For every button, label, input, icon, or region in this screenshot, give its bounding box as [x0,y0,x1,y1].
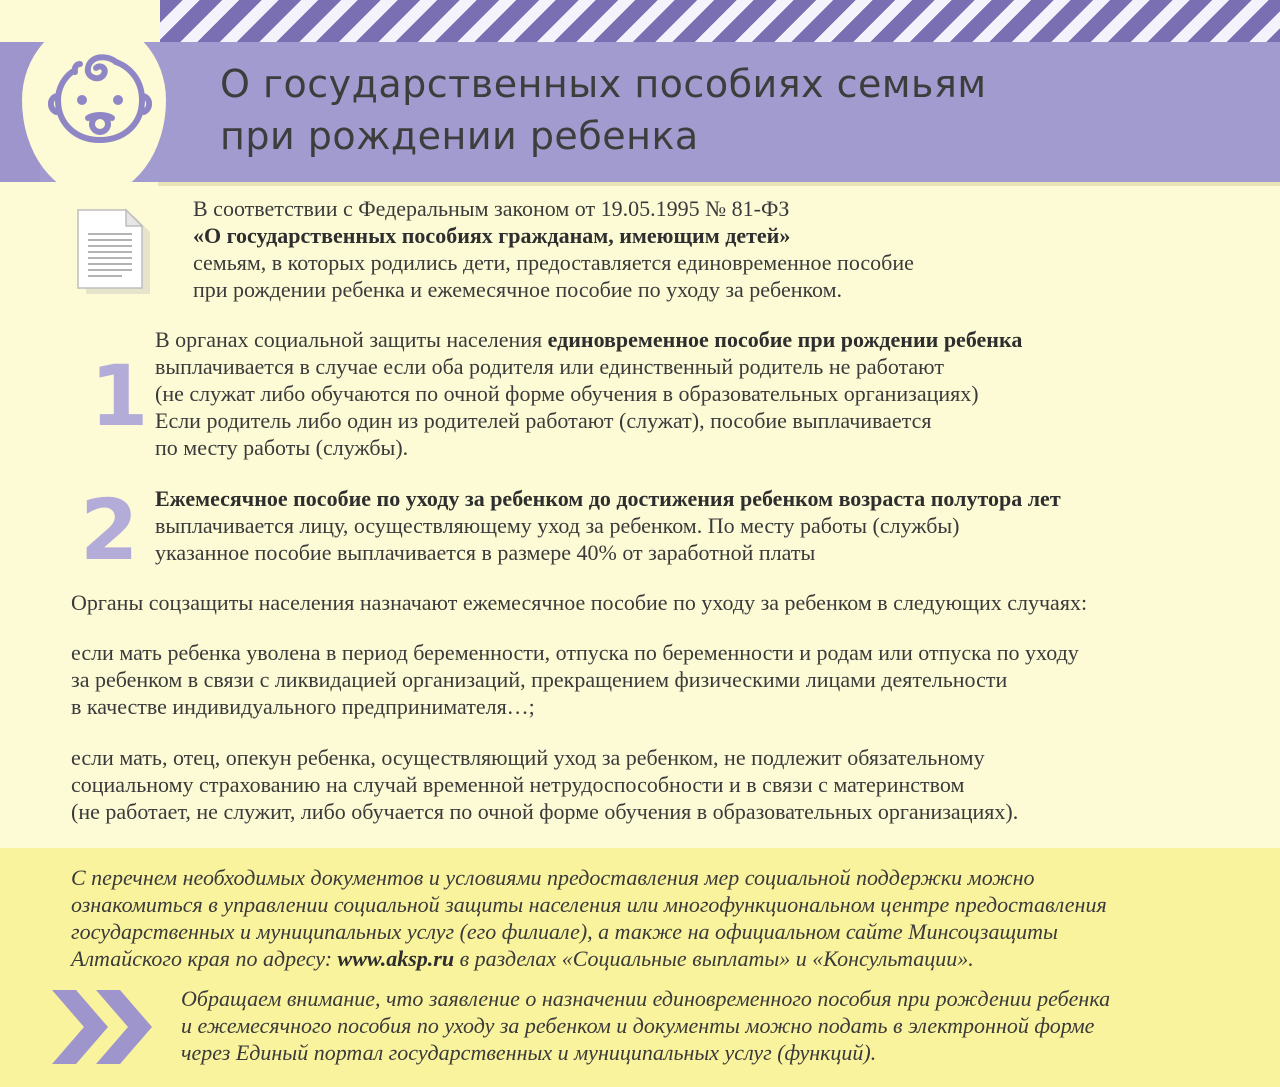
footer-info-line-4-start: Алтайского края по адресу: [71,946,338,971]
title-line-2: при рождении ребенка [220,114,699,158]
section-number-2: 2 [80,481,139,579]
footer-note-line-1: Обращаем внимание, что заявление о назначении единовременного пособия при рождении ребенка [181,986,1111,1011]
website-link[interactable]: www.aksp.ru [337,946,455,971]
footer-info-line-1: С перечнем необходимых документов и условиями предоставления мер социальной поддержки можно [71,865,1035,890]
footer-info-line-4-end: в разделах «Социальные выплаты» и «Консультации». [454,946,974,971]
case-1-line-2: за ребенком в связи с ликвидацией организаций, прекращением физическими лицами деятельности [71,667,1008,692]
case-1-line-1: если мать ребенка уволена в период беременности, отпуска по беременности и родам или отпуска по уходу [71,640,1079,665]
section-1-lead-bold: единовременное пособие при рождении ребенка [547,327,1023,352]
intro-law-title: «О государственных пособиях гражданам, имеющим детей» [193,223,791,248]
footer-info-line-2: ознакомиться в управлении социальной защиты населения или многофункциональном центре предоставления [71,892,1107,917]
section-1-line-2: выплачивается в случае если оба родителя или единственный родитель не работают [155,354,944,379]
section-number-1: 1 [90,347,149,445]
section-1-line-3: (не служат либо обучаются по очной форме обучения в образовательных организациях) [155,381,979,406]
intro-line-3: семьям, в которых родились дети, предоставляется единовременное пособие [193,250,914,275]
double-chevron-icon [52,990,160,1064]
case-1 [71,639,1079,720]
footer-info-line-3: государственных и муниципальных услуг (его филиале), а также на официальном сайте Минсоцзащиты [71,919,1058,944]
intro-text [193,195,914,303]
case-2-line-1: если мать, отец, опекун ребенка, осуществляющий уход за ребенком, не подлежит обязательному [71,745,985,770]
case-1-line-3: в качестве индивидуального предпринимателя…; [71,694,535,719]
header-underline [158,182,1280,186]
footer-note-line-2: и ежемесячного пособия по уходу за ребенком и документы можно подать в электронной форме [181,1013,1095,1038]
case-2 [71,744,1018,825]
section-1-line-4: Если родитель либо один из родителей работают (служат), пособие выплачивается [155,408,932,433]
title-line-1: О государственных пособиях семьям [220,62,987,106]
section-2-line-2: выплачивается лицу, осуществляющему уход за ребенком. По месту работы (службы) [155,513,960,538]
case-2-line-3: (не работает, не служит, либо обучается по очной форме обучения в образовательных организациях). [71,799,1019,824]
footer-note-line-3: через Единый портал государственных и муниципальных услуг (функций). [181,1040,877,1065]
section-2-text [155,485,1061,566]
baby-face-icon [44,42,156,154]
section-1-lead: В органах социальной защиты населения [155,327,548,352]
footer-info [71,864,1107,972]
cases-intro: Органы соцзащиты населения назначают ежемесячное пособие по уходу за ребенком в следующих случаях: [71,590,1088,615]
page-title [220,58,1220,162]
document-icon [74,208,154,294]
footer-note [181,985,1110,1066]
intro-line-4: при рождении ребенка и ежемесячное пособие по уходу за ребенком. [193,277,843,302]
intro-line-1: В соответствии с Федеральным законом от 19.05.1995 № 81-ФЗ [193,196,790,221]
section-1-line-5: по месту работы (службы). [155,435,409,460]
section-2-lead-bold: Ежемесячное пособие по уходу за ребенком до достижения ребенком возраста полутора лет [155,486,1061,511]
section-1-text [155,326,1022,461]
section-2-line-3: указанное пособие выплачивается в размере 40% от заработной платы [155,540,816,565]
header-stripes [160,0,1280,42]
case-2-line-2: социальному страхованию на случай временной нетрудоспособности и в связи с материнством [71,772,965,797]
